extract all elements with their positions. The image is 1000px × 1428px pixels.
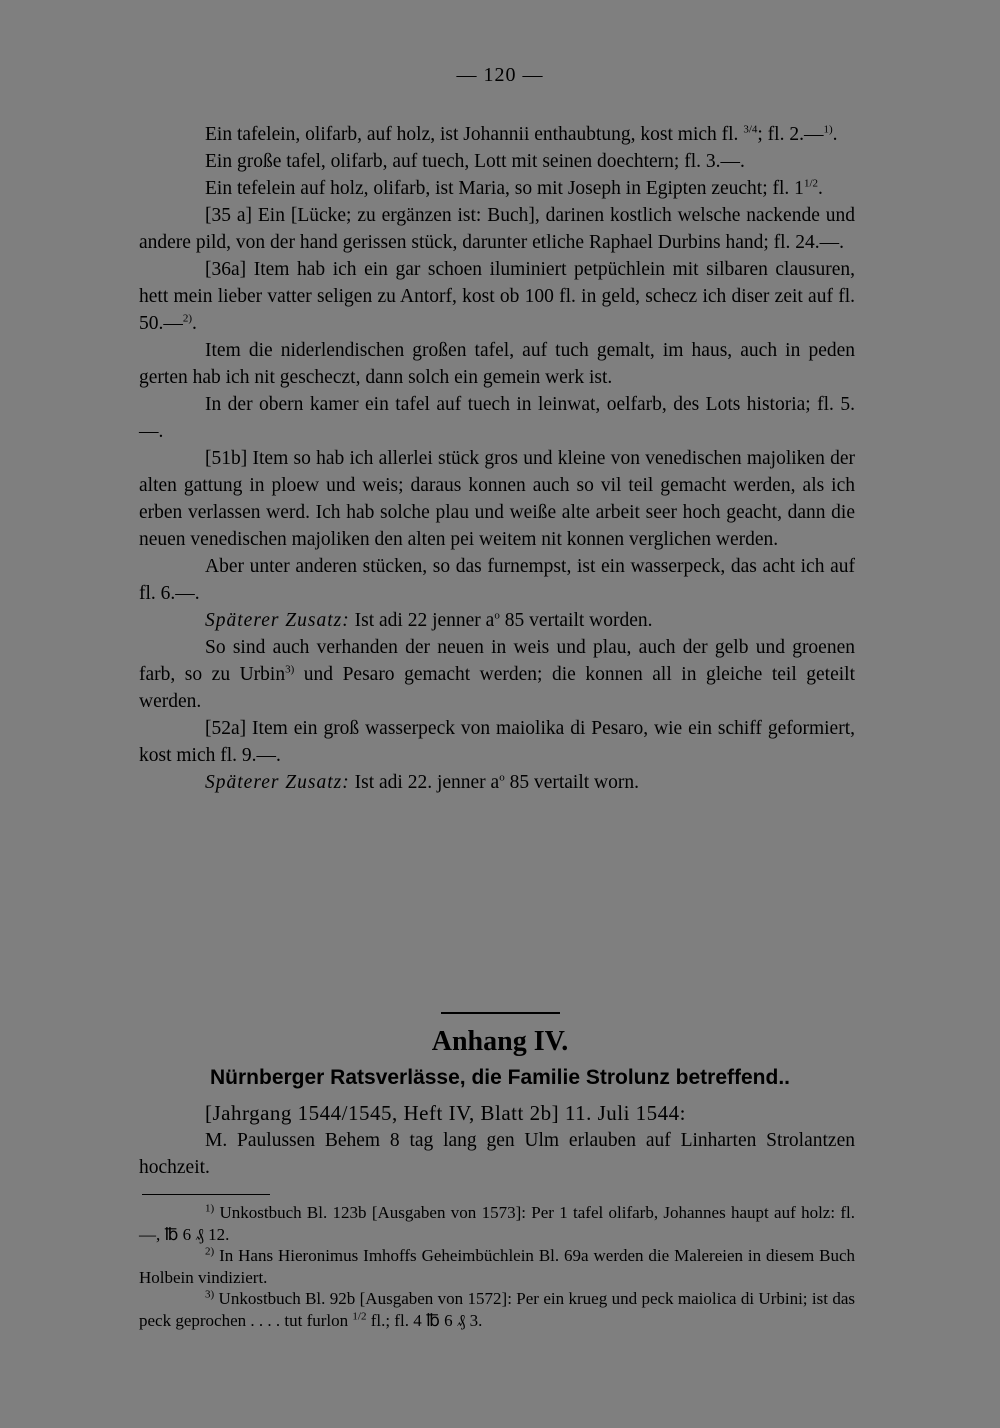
footnotes: [139, 1202, 855, 1332]
footnote: $^{3)}$ Unkostbuch Bl. 92b [Ausgaben von 1572]: Per ein krueg und peck maiolica di Urbini; ist das peck geprochen . . . . tut furlon $^{1/2}$ fl.; fl. 4 ℔ 6 ₰ 3.: [139, 1288, 855, 1330]
footnote-ref[interactable]: 3): [285, 663, 295, 676]
footnote-mark: 1): [205, 1202, 215, 1215]
paragraph: [36a] Item hab ich ein gar schoen iluminiert petpüchlein mit silbaren clausuren, hett mein lieber vatter seligen zu Antorf, kost ob 100 fl. in geld, schecz ich diser zeit auf fl. 50.—$^{2)}$.: [139, 259, 855, 334]
fraction: 3/4: [743, 123, 758, 136]
paragraph: [52a] Item ein groß wasserpeck von maiolika di Pesaro, wie ein schiff geformiert, kost mich fl. 9.—.: [139, 718, 855, 766]
paragraph: Späterer Zusatz: Ist adi 22. jenner $a^o$ 85 vertailt worn.: [205, 771, 640, 793]
section-divider: [441, 1012, 560, 1014]
paragraph: Aber unter anderen stücken, so das furnempst, ist ein wasserpeck, das acht ich auf fl. 6.—.: [139, 556, 855, 604]
footnote: $^{2)}$ In Hans Hieronimus Imhoffs Geheimbüchlein Bl. 69a werden die Malereien in diesem Buch Holbein vindiziert.: [139, 1245, 855, 1287]
paragraph: Ein tefelein auf holz, olifarb, ist Maria, so mit Joseph in Egipten zeucht; fl. $1^{1/2}$.: [205, 177, 823, 199]
paragraph: [35 a] Ein [Lücke; zu ergänzen ist: Buch], darinen kostlich welsche nackende und andere pild, von der hand gerissen stück, darunter etliche Raphael Durbins hand; fl. 24.—.: [139, 205, 855, 253]
paragraph: In der obern kamer ein tafel auf tuech in leinwat, oelfarb, des Lots historia; fl. 5.—.: [139, 394, 855, 442]
body-text: [139, 121, 855, 796]
fraction: 1/2: [352, 1310, 367, 1323]
paragraph: So sind auch verhanden der neuen in weis und plau, auch der gelb und groenen farb, so zu Urbin$^{3)}$ und Pesaro gemacht werden; die konnen all in gleiche teil geteilt werden.: [139, 637, 855, 712]
footnote-mark: 3): [205, 1288, 215, 1301]
appendix-date-line: [Jahrgang 1544/1545, Heft IV, Blatt 2b] 11. Juli 1544:: [205, 1101, 686, 1125]
paragraph: Ein große tafel, olifarb, auf tuech, Lott mit seinen doechtern; fl. 3.—.: [205, 151, 745, 172]
appendix-title: Anhang IV.: [431, 1026, 569, 1057]
footnote-divider: [142, 1194, 270, 1195]
footnote-ref[interactable]: 2): [182, 312, 193, 325]
appendix-subtitle: Nürnberger Ratsverlässe, die Familie Strolunz betreffend..: [210, 1066, 790, 1089]
paragraph: Späterer Zusatz: Ist adi 22 jenner $a^o$ 85 vertailt worden.: [205, 609, 653, 631]
footnote-ref[interactable]: 1): [823, 123, 833, 136]
paragraph: Ein tafelein, olifarb, auf holz, ist Johannii enthaubtung, kost mich fl. $^{3/4}$; fl. 2.—$^{1)}$.: [205, 123, 838, 145]
paragraph: [51b] Item so hab ich allerlei stück gros und kleine von venedischen majoliken der alten gattung in ploew und weis; daraus konnen auch so vil teil gemacht werden, als ich erben verlassen werd. Ich hab solche plau und weiße alte arbeit seer hoch geacht, dann die neuen venedischen majoliken den alten pei weitem nit konnen verglichen werden.: [139, 448, 855, 550]
later-addition-label: Späterer Zusatz:: [205, 772, 350, 793]
footnote-mark: 2): [205, 1245, 215, 1258]
appendix-text: [139, 1100, 855, 1181]
paragraph: Item die niderlendischen großen tafel, auf tuch gemalt, im haus, auch in peden gerten hab ich nit gescheczt, dann solch ein gemein werk ist.: [139, 340, 855, 388]
footnote: $^{1)}$ Unkostbuch Bl. 123b [Ausgaben von 1573]: Per 1 tafel olifarb, Johannes haupt auf holz: fl. —, ℔ 6 ₰ 12.: [139, 1202, 855, 1244]
page-number: — 120 —: [456, 64, 544, 86]
fraction: 1/2: [803, 177, 818, 190]
appendix-paragraph: M. Paulussen Behem 8 tag lang gen Ulm erlauben auf Linharten Strolantzen hochzeit.: [139, 1130, 855, 1178]
later-addition-label: Späterer Zusatz:: [205, 610, 350, 631]
